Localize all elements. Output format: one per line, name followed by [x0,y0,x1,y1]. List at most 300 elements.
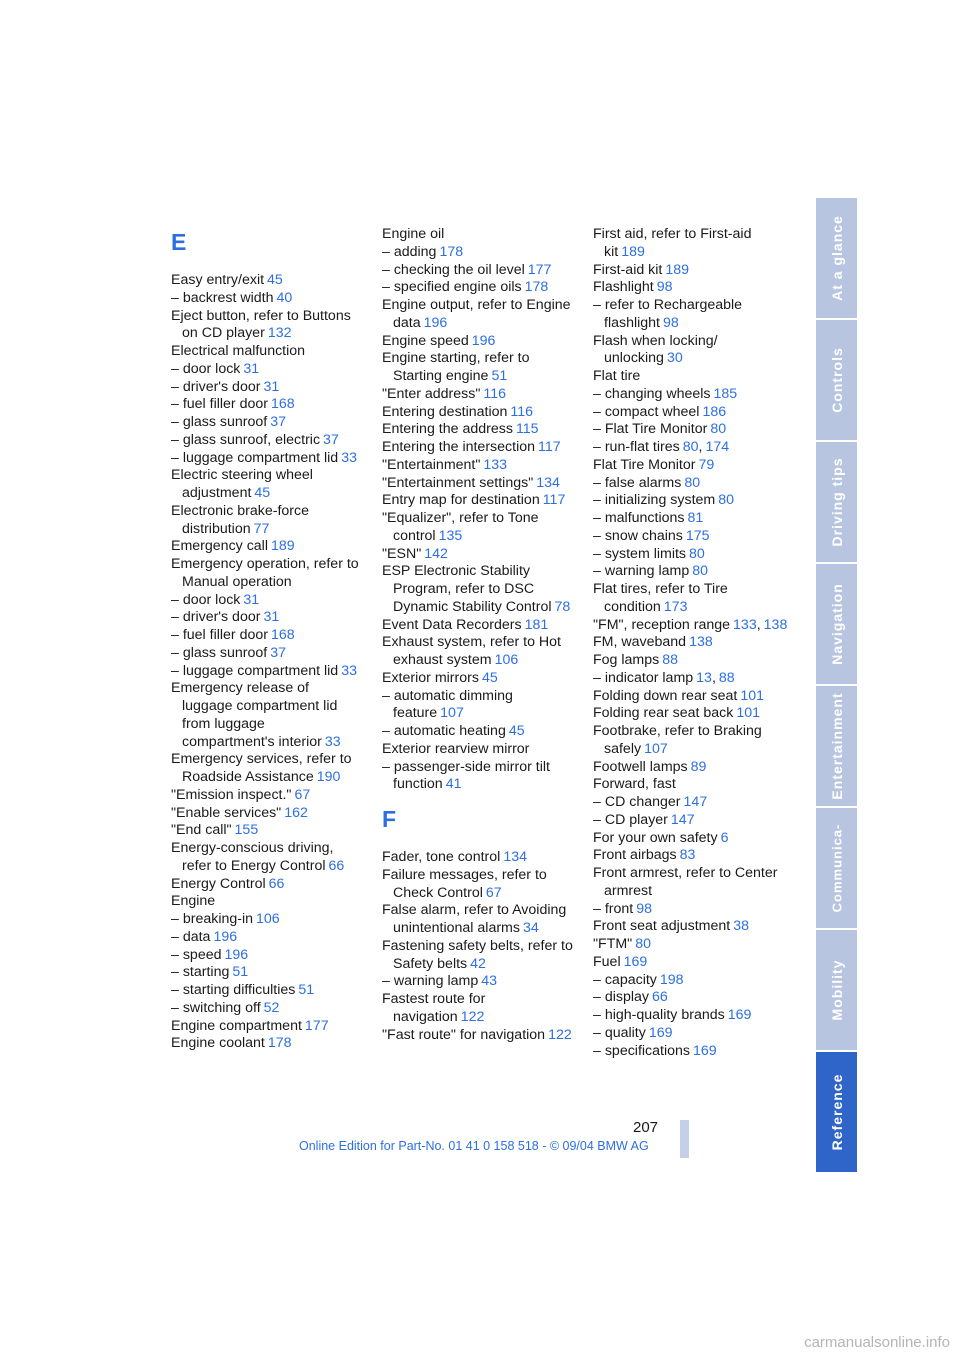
index-entry [171,343,361,361]
index-entry [171,609,361,627]
index-entry [382,741,577,759]
tab-mobility[interactable] [816,930,857,1050]
index-entry-text: "Emission inspect." [171,786,292,803]
index-entry [593,972,793,990]
page-reference-link[interactable]: 37 [323,431,339,448]
page-reference-link[interactable]: 81 [687,510,704,526]
index-entry [171,840,361,876]
page-reference-link[interactable]: 175 [685,527,710,544]
index-entry [382,475,577,493]
page-reference-link[interactable]: 31 [263,378,280,395]
page-reference-link[interactable]: 198 [659,971,684,988]
page-reference-link[interactable]: 106 [494,652,519,668]
index-entry-text: Engine speed [382,332,469,349]
index-entry-text: – starting difficulties [171,982,296,998]
index-entry [593,901,793,919]
page-reference-link[interactable]: 83 [679,847,696,864]
index-entry-text: – specifications [593,1042,690,1059]
index-entry: – indicator lamp 13, 88 [593,669,735,686]
page-reference-link[interactable]: 88 [662,652,679,668]
index-entry [382,902,577,938]
section-letter-f: F [382,806,397,832]
page-reference-link[interactable]: 66 [328,857,345,874]
page-reference-link[interactable]: 45 [254,485,271,501]
index-entry-text: False alarm, refer to Avoiding unintentional alarms [382,902,567,936]
page-reference-link[interactable]: 189 [621,243,645,260]
index-entry [382,404,577,422]
tab-label: Controls [828,347,845,413]
index-entry-text: – specified engine oils [382,279,522,296]
index-entry-text: – glass sunroof [171,644,268,661]
index-entry-text: Electric steering wheel adjustment [171,467,313,501]
index-entry [171,432,361,450]
index-entry-text: – compact wheel [593,403,700,420]
page-reference-link[interactable]: 186 [702,403,727,420]
tab-navigation[interactable] [816,564,857,684]
index-entry [171,592,361,610]
index-entry-text: – quality [593,1024,646,1041]
index-entry [171,822,361,840]
index-entry [171,396,361,414]
page-reference-link[interactable]: 30 [666,350,683,367]
page-reference-link[interactable]: 174 [705,439,730,455]
index-entry-text: Fastening safety belts, refer to Safety belts [382,937,573,972]
index-entry [382,333,577,351]
index-entry-text: "Entertainment settings" [382,474,534,491]
index-entry [593,333,793,369]
tab-reference[interactable] [816,1052,857,1172]
index-entry-text: – run-flat tires [593,439,680,455]
index-entry [382,688,577,724]
page-reference-link[interactable]: 189 [271,538,295,555]
index-entry-text: – glass sunroof, electric [171,431,321,448]
tab-label: Navigation [828,583,845,665]
index-entry [171,893,361,911]
page-reference-link[interactable]: 67 [485,884,502,901]
index-entry-text: Entry map for destination [382,492,540,509]
page-reference-link[interactable]: 66 [268,875,285,892]
index-entry-text: "Enter address" [382,385,481,402]
page-reference-link[interactable]: 80 [682,439,699,455]
index-entry-text: Fastest route for navigation [382,991,486,1025]
index-entry [171,947,361,965]
index-entry-text: Flat tires, refer to Tire condition [593,581,728,615]
index-entry-text: "FTM" [593,936,633,952]
index-entry-text: – fuel filler door [171,627,268,643]
index-entry-text: Fuel [593,953,621,970]
index-entry-text: "ESN" [382,545,422,562]
index-entry [171,627,361,645]
page-reference-link[interactable]: 147 [670,811,695,828]
tab-communications[interactable] [816,808,857,928]
index-entry-text: – starting [171,964,230,981]
index-entry-text: First aid, refer to First-aid kit [593,226,752,260]
page-reference-link[interactable]: 41 [445,776,462,793]
section-letter-e: E [171,229,187,255]
index-entry [593,546,793,564]
index-entry-text: – fuel filler door [171,396,268,413]
index-entry [382,670,577,688]
page-reference-link[interactable]: 169 [648,1024,673,1041]
page-reference-link[interactable]: 122 [548,1026,572,1043]
index-entry-text: Emergency services, refer to Roadside Assistance [171,751,352,785]
index-entry-text: Engine coolant [171,1035,265,1052]
page-reference-link[interactable]: 155 [234,822,259,839]
index-entry-text: "FM", reception range [593,616,731,633]
index-entry-text: "Fast route" for navigation [382,1026,546,1043]
page-reference-link[interactable]: 135 [438,527,463,544]
tab-at-a-glance[interactable] [816,198,857,318]
page-reference-link[interactable]: 189 [665,261,690,278]
page-reference-link[interactable]: 43 [481,973,497,990]
index-entry-text: "Enable services" [171,804,282,821]
page-reference-link[interactable]: 45 [481,669,498,686]
page-reference-link[interactable]: 98 [656,279,673,296]
index-entry [382,226,577,244]
index-entry [593,723,793,759]
index-entry-text: "Entertainment" [382,456,481,473]
index-entry [171,787,361,805]
page-reference-link[interactable]: 37 [270,644,286,661]
page-reference-link[interactable]: 181 [524,616,549,633]
index-entry-text: – false alarms [593,474,682,491]
index-entry-text: Electronic brake-force distribution [171,502,309,537]
page-reference-link[interactable]: 52 [263,999,280,1016]
index-entry-text: "End call" [171,822,232,839]
page-reference-link[interactable]: 138 [689,634,713,651]
page-reference-link[interactable]: 177 [304,1017,329,1034]
index-entry-text: Exterior mirrors [382,669,479,686]
index-entry [382,457,577,475]
page-reference-link[interactable]: 80 [718,492,734,509]
page-reference-link[interactable]: 162 [284,804,308,821]
page-reference-link[interactable]: 168 [271,627,295,643]
page-reference-link[interactable]: 147 [683,794,708,810]
index-entry [593,634,793,652]
watermark: carmanualsonline.info [804,1334,950,1351]
page-reference-link[interactable]: 142 [424,545,448,562]
index-entry-text: – checking the oil level [382,261,525,278]
page-reference-link[interactable]: 31 [263,609,280,626]
index-entry [593,776,793,794]
index-entry-text: – adding [382,243,437,260]
tab-driving-tips[interactable] [816,442,857,562]
index-entry: "FM", reception range 133, 138 [593,616,788,633]
index-entry [593,563,793,581]
index-entry-text: Entering the intersection [382,439,536,455]
page-reference-link[interactable]: 31 [243,591,260,608]
index-entry [593,1043,793,1061]
index-entry-text: – backrest width [171,289,274,306]
index-entry-text: – driver's door [171,609,261,626]
index-entry-text: – door lock [171,591,241,608]
page-reference-link[interactable]: 37 [270,414,286,430]
index-entry-text: – display [593,989,649,1006]
page-reference-link[interactable]: 115 [515,421,539,438]
page-reference-link[interactable]: 45 [267,272,283,288]
page-reference-link[interactable]: 133 [483,456,508,473]
index-entry-text: ESP Electronic Stability Program, refer to DSC Dynamic Stability Control [382,563,552,615]
page-reference-link[interactable]: 107 [644,740,668,757]
index-entry-text: Engine output, refer to Engine data [382,297,571,331]
index-entry [382,723,577,741]
page-reference-link[interactable]: 101 [740,687,764,704]
index-entry [382,439,577,457]
footer-text: Online Edition for Part-No. 01 41 0 158 518 - © 09/04 BMW AG [299,1139,649,1153]
page-reference-link[interactable]: 51 [298,982,315,998]
index-entry [593,279,793,297]
index-entry-text: – snow chains [593,527,683,544]
index-entry [593,705,793,723]
index-entry-text: – warning lamp [593,563,690,580]
page-reference-link[interactable]: 13 [696,669,712,686]
index-entry-text: Energy-conscious driving, refer to Energy Control [171,840,334,874]
page-reference-link[interactable]: 78 [554,598,571,615]
page-reference-link[interactable]: 51 [232,964,249,981]
index-entry [171,964,361,982]
page-reference-link[interactable]: 132 [267,325,292,342]
index-entry [593,368,793,386]
index-entry [382,991,577,1027]
page-reference-link[interactable]: 133 [733,616,757,633]
page-reference-link[interactable]: 66 [652,989,668,1006]
page-reference-link[interactable]: 168 [271,396,295,413]
page-reference-link[interactable]: 106 [256,911,280,927]
index-entry-text: – indicator lamp [593,669,694,686]
index-entry [382,563,577,616]
index-entry [382,634,577,670]
page-number-bar [680,1120,689,1158]
index-entry [171,272,361,290]
page-reference-link[interactable]: 178 [524,279,549,296]
index-entry-text: Event Data Recorders [382,616,522,633]
index-entry-text: Flat Tire Monitor [593,456,696,473]
index-entry-text: Front seat adjustment [593,918,731,935]
index-entry [382,262,577,280]
index-entry [171,663,361,681]
page-reference-link[interactable]: 169 [727,1007,752,1023]
page-reference-link[interactable]: 98 [663,314,679,331]
index-entry [382,297,577,333]
index-entry-text: Emergency release of luggage compartment lid from luggage compartment's interior [171,680,338,750]
index-entry-text: – automatic heating [382,723,506,739]
page-number: 207 [633,1119,659,1136]
index-entry-text: – door lock [171,360,241,377]
index-entry [382,510,577,546]
index-entry [382,421,577,439]
index-entry [593,581,793,617]
index-entry [171,982,361,1000]
index-entry-text: – changing wheels [593,385,711,402]
page-reference-link[interactable]: 6 [720,829,729,846]
page-reference-link[interactable]: 116 [510,403,534,420]
index-entry-text: Footbrake, refer to Braking safely [593,723,762,757]
index-entry [171,911,361,929]
index-column-1 [171,226,361,1053]
page-reference-link[interactable]: 117 [538,439,561,455]
tab-label: Reference [828,1073,845,1151]
index-entry [382,492,577,510]
page-reference-link[interactable]: 196 [471,332,496,349]
index-entry [171,1018,361,1036]
index-entry [382,279,577,297]
page-reference-link[interactable]: 173 [663,598,688,615]
index-entry-text: – automatic dimming feature [382,687,513,722]
index-entry [171,876,361,894]
index-entry [593,262,793,280]
index-entry [382,938,577,974]
index-entry [382,1027,577,1045]
page-reference-link[interactable]: 185 [713,385,738,402]
index-entry-text: Entering destination [382,403,508,420]
index-entry [382,244,577,262]
page-reference-link[interactable]: 33 [341,449,357,466]
index-entry [593,989,793,1007]
index-entry-text: – data [171,928,211,945]
page-reference-link[interactable]: 33 [341,662,357,679]
page-reference-link[interactable]: 117 [542,492,566,509]
index-entry-text: – luggage compartment lid [171,662,339,679]
index-entry-text: Folding down rear seat [593,687,738,704]
page-reference-link[interactable]: 178 [439,243,464,260]
index-entry-text: FM, waveband [593,634,687,651]
page-reference-link[interactable]: 134 [536,474,560,491]
index-entry [593,492,793,510]
page-reference-link[interactable]: 80 [692,563,708,580]
tab-entertainment[interactable] [816,686,857,806]
index-entry-text: Forward, fast [593,776,676,793]
index-entry [171,379,361,397]
index-entry [171,414,361,432]
page-reference-link[interactable]: 80 [635,936,652,952]
index-entry [171,751,361,787]
index-entry [171,290,361,308]
index-entry [593,386,793,404]
page-reference-link[interactable]: 33 [324,733,341,750]
index-entry [382,867,577,903]
index-entry [171,503,361,539]
index-entry-text: Entering the address [382,421,513,438]
page-reference-link[interactable]: 169 [623,953,648,970]
chapter-tabs [816,198,857,1174]
page-reference-link[interactable]: 101 [736,705,761,722]
page-reference-link[interactable]: 31 [243,360,260,377]
index-entry-text: Front airbags [593,847,677,864]
page-reference-link[interactable]: 89 [690,758,707,775]
index-entry [171,1000,361,1018]
page-reference-link[interactable]: 138 [763,616,788,633]
index-entry [382,546,577,564]
page-reference-link[interactable]: 134 [503,849,527,865]
page-reference-link[interactable]: 42 [470,955,486,972]
index-entry-text: – switching off [171,999,261,1016]
index-entry [171,929,361,947]
index-entry [593,918,793,936]
page-reference-link[interactable]: 177 [527,261,552,278]
page-reference-link[interactable]: 190 [316,769,341,785]
index-entry [382,849,577,867]
page-reference-link[interactable]: 88 [718,669,735,686]
index-entry [382,386,577,404]
index-entry-text: – warning lamp [382,973,479,990]
page-reference-link[interactable]: 196 [423,314,448,331]
index-entry-text: Folding rear seat back [593,705,734,722]
index-entry-text: – malfunctions [593,510,685,526]
index-column-2 [382,226,577,1044]
page-reference-link[interactable]: 169 [693,1042,717,1059]
index-entry-text: Easy entry/exit [171,272,265,288]
index-entry-text: "Equalizer", refer to Tone control [382,510,539,544]
tab-controls[interactable] [816,320,857,440]
index-entry [593,297,793,333]
index-entry-text: – passenger-side mirror tilt function [382,758,550,793]
page-reference-link[interactable]: 34 [522,920,539,936]
page-reference-link[interactable]: 40 [276,289,293,306]
index-entry-text: Footwell lamps [593,758,688,775]
index-entry [382,350,577,386]
index-entry [593,830,793,848]
index-entry-text: – Flat Tire Monitor [593,421,708,438]
index-entry [593,847,793,865]
index-entry [593,1007,793,1025]
index-entry-text: – initializing system [593,492,716,509]
index-entry [593,759,793,777]
page-reference-link[interactable]: 196 [224,946,249,963]
index-entry [593,510,793,528]
index-entry-text: Front armrest, refer to Center armrest [593,865,778,899]
index-entry [593,457,793,475]
page-reference-link[interactable]: 116 [483,385,507,402]
page-reference-link[interactable]: 79 [698,456,715,473]
page-reference-link[interactable]: 77 [253,520,270,537]
page-reference-link[interactable]: 67 [294,786,311,803]
page-reference-link[interactable]: 51 [491,368,508,384]
index-entry [593,528,793,546]
page-reference-link[interactable]: 80 [710,421,727,438]
tab-label: Communica- [829,823,844,913]
page-reference-link[interactable]: 38 [733,918,749,935]
page-reference-link[interactable]: 196 [213,928,238,945]
page-reference-link[interactable]: 178 [267,1035,292,1052]
index-entry [593,421,793,439]
index-entry-text: Failure messages, refer to Check Control [382,866,547,901]
page-reference-link[interactable]: 80 [684,474,701,491]
index-entry [593,954,793,972]
index-entry [171,538,361,556]
page-reference-link[interactable]: 98 [636,900,653,917]
page-reference-link[interactable]: 45 [508,723,525,739]
index-entry-text: Engine starting, refer to Starting engine [382,350,530,384]
index-entry [593,865,793,901]
index-entry [171,467,361,503]
index-entry-text: Exhaust system, refer to Hot exhaust system [382,634,561,668]
index-entry-text: Fader, tone control [382,849,501,865]
page-reference-link[interactable]: 107 [440,705,464,722]
index-column-3 [593,226,793,1060]
index-entry [171,450,361,468]
index-entry [593,812,793,830]
index-entry-text: Flashlight [593,279,654,296]
index-entry-text: – driver's door [171,378,261,395]
index-entry [593,475,793,493]
index-entry-text: – CD changer [593,794,681,810]
page-reference-link[interactable]: 122 [460,1008,485,1025]
page-reference-link[interactable]: 80 [689,545,705,562]
index-entry [171,361,361,379]
index-entry [382,759,577,795]
index-entry [171,805,361,823]
index-entry-text: Exterior rearview mirror [382,740,530,757]
